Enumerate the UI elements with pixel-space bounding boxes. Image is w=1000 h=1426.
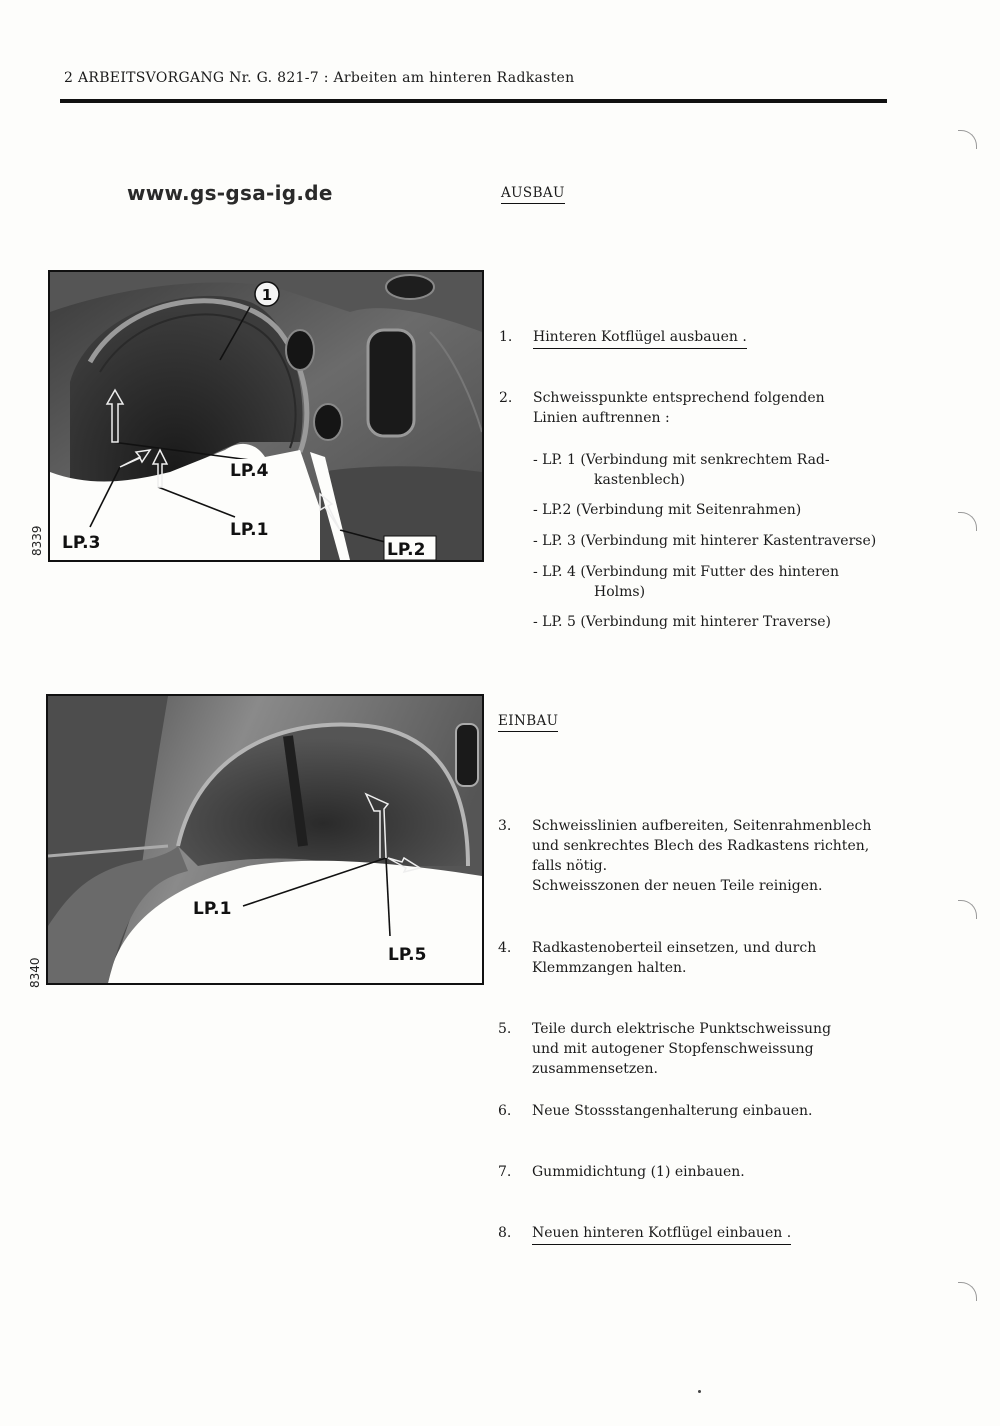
bullet-lp3: [533, 531, 876, 551]
step-line: Teile durch elektrische Punktschweissung: [532, 1021, 832, 1037]
step-text: Neuen hinteren Kotflügel einbauen .: [532, 1223, 791, 1245]
step-1: [499, 327, 899, 347]
step-number: 8.: [498, 1225, 512, 1241]
step-line: Radkastenoberteil einsetzen, und durch: [532, 940, 817, 956]
step-4: [498, 938, 918, 978]
step-line: und mit autogener Stopfenschweissung: [532, 1041, 814, 1057]
section-title-ausbau: AUSBAU: [501, 185, 565, 204]
bullet-line: - LP. 4 (Verbindung mit Futter des hinteren: [533, 564, 839, 580]
bullet-line: - LP. 1 (Verbindung mit senkrechtem Rad-: [533, 452, 830, 468]
figure-2-illustration: [48, 696, 482, 983]
step-line: zusammensetzen.: [532, 1061, 658, 1077]
step-7: [498, 1162, 918, 1182]
step-number: 2.: [499, 390, 513, 406]
figure-1-callout: 1: [261, 286, 273, 304]
step-text: Hinteren Kotflügel ausbauen .: [533, 327, 747, 349]
step-6: [498, 1101, 918, 1121]
step-line: Klemmzangen halten.: [532, 960, 687, 976]
figure-1-label-lp2: LP.2: [387, 540, 426, 560]
bullet-lp4: [533, 562, 839, 602]
figure-2-photo: [46, 694, 484, 985]
step-line: Schweisszonen der neuen Teile reinigen.: [532, 878, 823, 894]
page-header: 2 ARBEITSVORGANG Nr. G. 821-7 : Arbeiten am hinteren Radkasten: [64, 70, 575, 86]
figure-1-label-lp4: LP.4: [230, 461, 269, 481]
figure-2-label-lp5: LP.5: [388, 945, 427, 965]
step-text: Gummidichtung (1) einbauen.: [532, 1164, 745, 1180]
figure-1-photo: [48, 270, 484, 562]
step-3: [498, 816, 918, 896]
figure-1-label-lp3: LP.3: [62, 533, 101, 553]
bullet-lp1: [533, 450, 830, 490]
figure-1-illustration: [50, 272, 482, 560]
step-8: [498, 1223, 918, 1245]
step-number: 3.: [498, 818, 512, 834]
step-line: und senkrechtes Blech des Radkastens richten,: [532, 838, 870, 854]
scan-speck: [698, 1390, 701, 1393]
scan-edge-mark: [958, 512, 977, 531]
step-number: 5.: [498, 1021, 512, 1037]
figure-1-number: 8339: [30, 525, 44, 556]
step-2: [499, 388, 899, 428]
bullet-line: - LP.2 (Verbindung mit Seitenrahmen): [533, 502, 802, 518]
bullet-line: Holms): [594, 584, 646, 600]
step-number: 4.: [498, 940, 512, 956]
bullet-lp5: [533, 612, 831, 632]
step-text: Neue Stossstangenhalterung einbauen.: [532, 1103, 813, 1119]
step-line: falls nötig.: [532, 858, 608, 874]
figure-2-number: 8340: [28, 957, 42, 988]
header-rule: [60, 99, 887, 103]
figure-1-label-lp1: LP.1: [230, 520, 269, 540]
step-number: 7.: [498, 1164, 512, 1180]
section-title-einbau: EINBAU: [498, 713, 558, 732]
bullet-line: - LP. 3 (Verbindung mit hinterer Kastentraverse): [533, 533, 877, 549]
step-line: Linien auftrennen :: [533, 410, 670, 426]
figure-2-label-lp1: LP.1: [193, 899, 232, 919]
step-line: Schweisslinien aufbereiten, Seitenrahmenblech: [532, 818, 872, 834]
scan-edge-mark: [958, 1282, 977, 1301]
scan-edge-mark: [958, 900, 977, 919]
scan-edge-mark: [958, 130, 977, 149]
step-line: Schweisspunkte entsprechend folgenden: [533, 390, 825, 406]
step-number: 1.: [499, 329, 513, 345]
bullet-line: - LP. 5 (Verbindung mit hinterer Traverse): [533, 614, 832, 630]
step-5: [498, 1019, 918, 1079]
watermark: www.gs-gsa-ig.de: [127, 181, 333, 205]
bullet-lp2: [533, 500, 801, 520]
step-number: 6.: [498, 1103, 512, 1119]
bullet-line: kastenblech): [594, 472, 685, 488]
